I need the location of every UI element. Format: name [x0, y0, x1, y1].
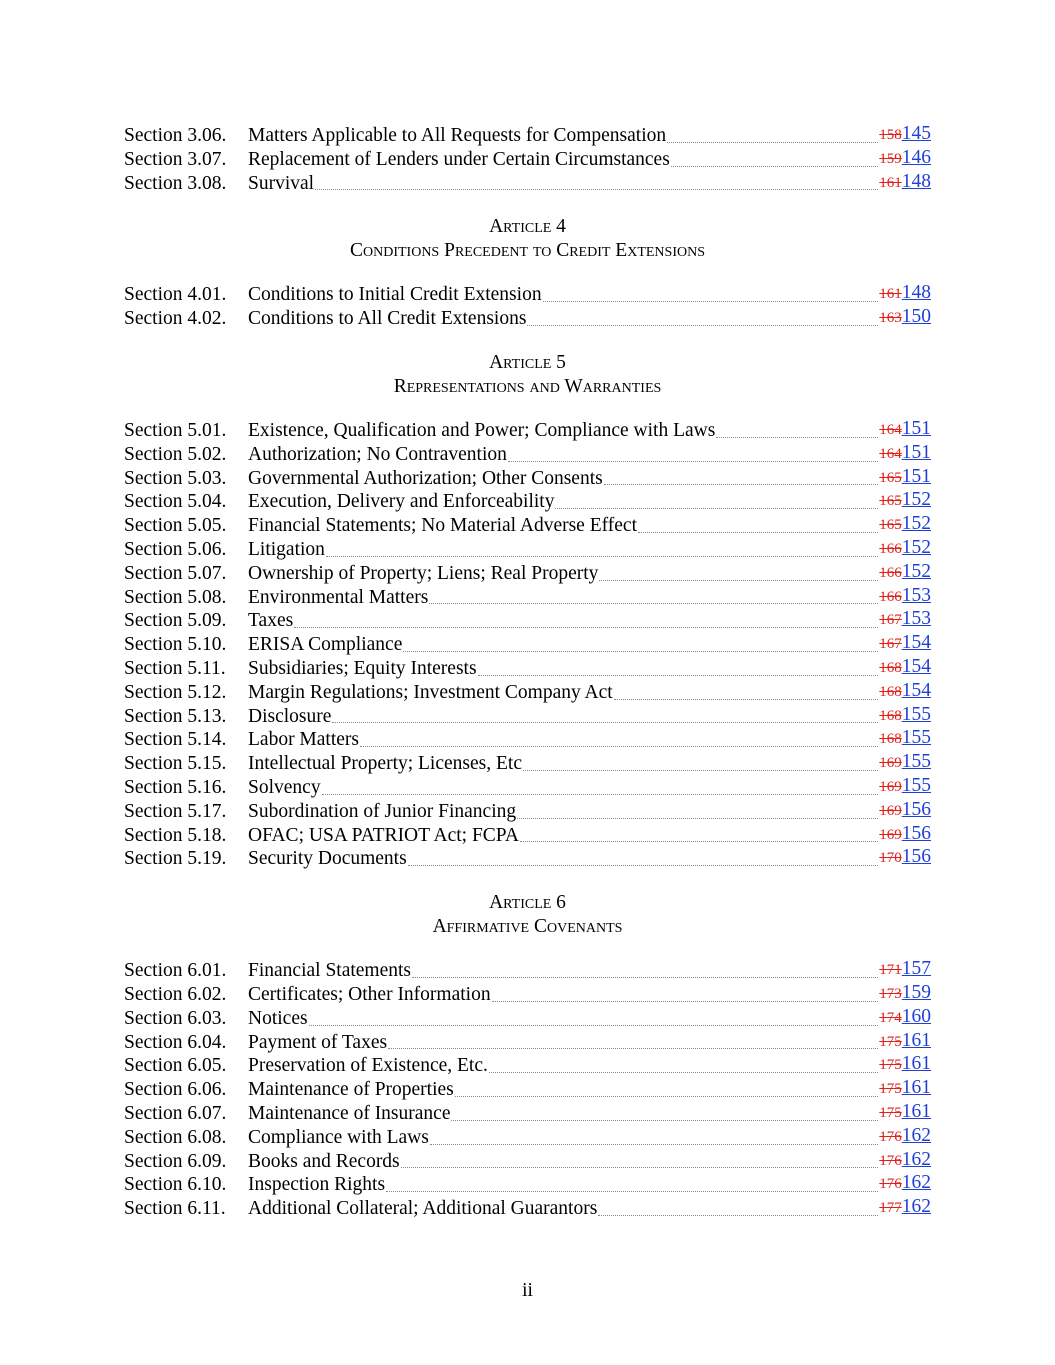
- toc-row[interactable]: [124, 562, 931, 586]
- section-number: Section 5.02.: [124, 443, 227, 465]
- dot-leader: [508, 460, 878, 462]
- section-title: Inspection Rights: [248, 1174, 386, 1196]
- page-number: ii: [522, 1280, 533, 1301]
- page-link[interactable]: 148: [901, 282, 931, 304]
- section-number: Section 5.09.: [124, 610, 227, 632]
- section-number: Section 4.01.: [124, 284, 227, 306]
- toc-row[interactable]: [124, 824, 931, 848]
- page-link[interactable]: 151: [901, 465, 931, 487]
- toc-row[interactable]: [124, 1007, 931, 1031]
- toc-row[interactable]: [124, 419, 931, 443]
- article-heading: [124, 891, 931, 939]
- dot-leader: [326, 555, 878, 557]
- toc-row[interactable]: [124, 983, 931, 1007]
- section-title: Replacement of Lenders under Certain Circumstances: [248, 148, 670, 170]
- deleted-page-number: 177: [879, 1200, 902, 1217]
- section-number: Section 3.06.: [124, 125, 227, 146]
- section-title: Execution, Delivery and Enforceability: [248, 491, 555, 513]
- section-number: Section 5.12.: [124, 681, 227, 703]
- section-number: Section 5.01.: [124, 419, 227, 441]
- dot-leader: [555, 507, 878, 509]
- deleted-page-number: 175: [879, 1104, 902, 1121]
- page-link[interactable]: 155: [901, 727, 931, 749]
- section-title: Survival: [248, 172, 315, 194]
- page-link[interactable]: 156: [901, 822, 931, 844]
- section-title: Maintenance of Insurance: [248, 1102, 451, 1124]
- section-title: Certificates; Other Information: [248, 983, 491, 1005]
- deleted-page-number: 169: [879, 802, 902, 819]
- dot-leader: [451, 1119, 878, 1121]
- toc-block-article-4: [124, 215, 931, 331]
- deleted-page-number: 168: [879, 707, 902, 724]
- article-title: Conditions Precedent to Credit Extensions: [350, 240, 705, 262]
- toc-row[interactable]: [124, 1054, 931, 1078]
- toc-row[interactable]: [124, 752, 931, 776]
- section-title: Books and Records: [248, 1150, 400, 1172]
- section-title: Margin Regulations; Investment Company Act: [248, 681, 613, 703]
- section-number: Section 4.02.: [124, 308, 227, 330]
- page-link[interactable]: 155: [901, 774, 931, 796]
- section-title: Matters Applicable to All Requests for Compensation: [248, 125, 667, 146]
- deleted-page-number: 174: [879, 1009, 902, 1026]
- page-link[interactable]: 162: [901, 1196, 931, 1218]
- dot-leader: [315, 188, 878, 190]
- deleted-page-number: 165: [879, 493, 902, 510]
- section-number: Section 6.01.: [124, 960, 227, 982]
- section-title: Preservation of Existence, Etc.: [248, 1055, 488, 1077]
- toc-row[interactable]: [124, 148, 931, 172]
- deleted-page-number: 175: [879, 1033, 902, 1050]
- page-link[interactable]: 154: [901, 655, 931, 677]
- dot-leader: [604, 483, 879, 485]
- deleted-page-number: 169: [879, 755, 902, 772]
- section-number: Section 6.08.: [124, 1126, 227, 1148]
- section-title: Solvency: [248, 776, 321, 798]
- section-title: Financial Statements; No Material Adverse Effect: [248, 515, 637, 537]
- article-title: Affirmative Covenants: [432, 916, 623, 938]
- toc-row[interactable]: [124, 1031, 931, 1055]
- toc-row[interactable]: [124, 1150, 931, 1174]
- deleted-page-number: 166: [879, 540, 902, 557]
- page-link[interactable]: 153: [901, 584, 931, 606]
- dot-leader: [599, 579, 878, 581]
- deleted-page-number: 176: [879, 1152, 902, 1169]
- deleted-page-number: 169: [879, 826, 902, 843]
- dot-leader: [455, 1095, 878, 1097]
- section-title: Subordination of Junior Financing: [248, 800, 517, 822]
- section-number: Section 5.05.: [124, 515, 227, 537]
- section-number: Section 5.08.: [124, 586, 227, 608]
- page-link[interactable]: 161: [901, 1077, 931, 1099]
- toc-row[interactable]: [124, 776, 931, 800]
- section-number: Section 6.11.: [124, 1198, 226, 1220]
- page-link[interactable]: 162: [901, 1148, 931, 1170]
- dot-leader: [614, 698, 879, 700]
- dot-leader: [716, 436, 878, 438]
- page-link[interactable]: 160: [901, 1005, 931, 1027]
- deleted-page-number: 161: [879, 286, 902, 303]
- toc-row[interactable]: [124, 847, 931, 871]
- deleted-page-number: 158: [879, 127, 902, 143]
- section-number: Section 5.03.: [124, 467, 227, 489]
- section-number: Section 6.07.: [124, 1102, 227, 1124]
- section-title: Labor Matters: [248, 729, 360, 751]
- toc-row[interactable]: [124, 467, 931, 491]
- toc-row[interactable]: [124, 443, 931, 467]
- section-number: Section 3.07.: [124, 148, 227, 170]
- page-link[interactable]: 152: [901, 560, 931, 582]
- dot-leader: [360, 745, 878, 747]
- toc-row[interactable]: [124, 800, 931, 824]
- deleted-page-number: 168: [879, 659, 902, 676]
- deleted-page-number: 175: [879, 1081, 902, 1098]
- article-number: Article 6: [489, 892, 566, 914]
- page-link[interactable]: 151: [901, 441, 931, 463]
- deleted-page-number: 169: [879, 778, 902, 795]
- toc-row[interactable]: [124, 705, 931, 729]
- section-title: Authorization; No Contravention: [248, 443, 507, 465]
- toc-row[interactable]: [124, 586, 931, 610]
- section-number: Section 5.07.: [124, 562, 227, 584]
- dot-leader: [667, 141, 878, 143]
- toc-row[interactable]: [124, 283, 931, 307]
- article-heading: [124, 215, 931, 263]
- dot-leader: [527, 324, 878, 326]
- section-title: Conditions to All Credit Extensions: [248, 308, 527, 330]
- deleted-page-number: 164: [879, 445, 902, 462]
- toc-row[interactable]: [124, 959, 931, 983]
- page-link[interactable]: 151: [901, 417, 931, 439]
- page-link[interactable]: 155: [901, 751, 931, 773]
- section-number: Section 5.13.: [124, 705, 227, 727]
- page-link[interactable]: 161: [901, 1053, 931, 1075]
- page-link[interactable]: 145: [901, 123, 931, 144]
- deleted-page-number: 170: [879, 850, 902, 867]
- toc-row[interactable]: [124, 681, 931, 705]
- section-title: OFAC; USA PATRIOT Act; FCPA: [248, 824, 519, 846]
- deleted-page-number: 165: [879, 469, 902, 486]
- section-number: Section 5.11.: [124, 657, 226, 679]
- page-link[interactable]: 161: [901, 1029, 931, 1051]
- section-number: Section 6.04.: [124, 1031, 227, 1053]
- toc-row[interactable]: [124, 609, 931, 633]
- page-link[interactable]: 154: [901, 632, 931, 654]
- dot-leader: [401, 1166, 879, 1168]
- page-link[interactable]: 148: [901, 170, 931, 192]
- deleted-page-number: 175: [879, 1057, 902, 1074]
- page-link[interactable]: 162: [901, 1172, 931, 1194]
- toc-row[interactable]: [124, 1078, 931, 1102]
- section-number: Section 5.10.: [124, 634, 227, 656]
- deleted-page-number: 165: [879, 517, 902, 534]
- section-number: Section 5.17.: [124, 800, 227, 822]
- section-title: Litigation: [248, 538, 325, 560]
- toc-row[interactable]: [124, 633, 931, 657]
- dot-leader: [386, 1190, 878, 1192]
- page-link[interactable]: 154: [901, 679, 931, 701]
- section-title: Additional Collateral; Additional Guarantors: [248, 1198, 598, 1220]
- section-number: Section 6.02.: [124, 983, 227, 1005]
- page-link[interactable]: 153: [901, 608, 931, 630]
- section-title: Ownership of Property; Liens; Real Property: [248, 562, 599, 584]
- section-title: Maintenance of Properties: [248, 1079, 454, 1101]
- dot-leader: [478, 674, 879, 676]
- dot-leader: [543, 300, 879, 302]
- section-title: Governmental Authorization; Other Consents: [248, 467, 603, 489]
- toc-row[interactable]: [124, 1126, 931, 1150]
- section-title: Conditions to Initial Credit Extension: [248, 284, 542, 306]
- toc-row[interactable]: [124, 728, 931, 752]
- deleted-page-number: 168: [879, 683, 902, 700]
- section-number: Section 5.16.: [124, 776, 227, 798]
- section-number: Section 6.05.: [124, 1055, 227, 1077]
- page-link[interactable]: 156: [901, 798, 931, 820]
- section-number: Section 6.06.: [124, 1079, 227, 1101]
- page-link[interactable]: 162: [901, 1124, 931, 1146]
- deleted-page-number: 171: [879, 962, 902, 979]
- toc-row[interactable]: [124, 172, 931, 196]
- toc-row[interactable]: [124, 538, 931, 562]
- deleted-page-number: 163: [879, 310, 902, 327]
- deleted-page-number: 167: [879, 612, 902, 629]
- dot-leader: [294, 626, 878, 628]
- dot-leader: [412, 976, 878, 978]
- dot-leader: [523, 769, 878, 771]
- section-title: Environmental Matters: [248, 586, 429, 608]
- deleted-page-number: 164: [879, 421, 902, 438]
- section-title: Notices: [248, 1007, 308, 1029]
- dot-leader: [671, 165, 878, 167]
- deleted-page-number: 176: [879, 1176, 902, 1193]
- dot-leader: [388, 1047, 878, 1049]
- deleted-page-number: 166: [879, 588, 902, 605]
- deleted-page-number: 166: [879, 564, 902, 581]
- dot-leader: [430, 1143, 878, 1145]
- deleted-page-number: 159: [879, 150, 902, 167]
- page-link[interactable]: 152: [901, 489, 931, 511]
- deleted-page-number: 167: [879, 636, 902, 653]
- deleted-page-number: 168: [879, 731, 902, 748]
- section-title: Payment of Taxes: [248, 1031, 388, 1053]
- page-link[interactable]: 157: [901, 958, 931, 980]
- section-number: Section 5.14.: [124, 729, 227, 751]
- page-link[interactable]: 159: [901, 981, 931, 1003]
- page-link[interactable]: 146: [901, 146, 931, 168]
- section-number: Section 6.09.: [124, 1150, 227, 1172]
- toc-row[interactable]: [124, 490, 931, 514]
- deleted-page-number: 161: [879, 174, 902, 191]
- toc-block-article-6: [124, 891, 931, 1221]
- section-number: Section 5.15.: [124, 753, 227, 775]
- section-title: Existence, Qualification and Power; Compliance with Laws: [248, 419, 716, 441]
- section-title: Subsidiaries; Equity Interests: [248, 657, 477, 679]
- toc-row[interactable]: [124, 1173, 931, 1197]
- section-number: Section 3.08.: [124, 172, 227, 194]
- toc-row[interactable]: [124, 1197, 931, 1221]
- toc-block-article-3: [124, 124, 931, 195]
- toc-row[interactable]: [124, 514, 931, 538]
- toc-page: [124, 124, 931, 1221]
- page-link[interactable]: 161: [901, 1100, 931, 1122]
- toc-row[interactable]: [124, 124, 931, 148]
- toc-block-article-5: [124, 351, 931, 871]
- dot-leader: [492, 1000, 879, 1002]
- section-title: Taxes: [248, 610, 294, 632]
- section-title: Financial Statements: [248, 960, 412, 982]
- section-number: Section 5.06.: [124, 538, 227, 560]
- section-number: Section 5.19.: [124, 848, 227, 870]
- dot-leader: [638, 531, 878, 533]
- page-link[interactable]: 152: [901, 513, 931, 535]
- dot-leader: [332, 721, 878, 723]
- section-number: Section 5.04.: [124, 491, 227, 513]
- page-link[interactable]: 156: [901, 846, 931, 868]
- article-heading: [124, 351, 931, 399]
- dot-leader: [309, 1024, 879, 1026]
- section-number: Section 5.18.: [124, 824, 227, 846]
- section-title: Intellectual Property; Licenses, Etc: [248, 753, 522, 775]
- deleted-page-number: 173: [879, 985, 902, 1002]
- article-number: Article 4: [489, 216, 566, 238]
- dot-leader: [489, 1071, 878, 1073]
- dot-leader: [520, 840, 878, 842]
- toc-row[interactable]: [124, 1102, 931, 1126]
- dot-leader: [517, 817, 878, 819]
- page-link[interactable]: 150: [901, 306, 931, 328]
- section-number: Section 6.03.: [124, 1007, 227, 1029]
- dot-leader: [408, 864, 879, 866]
- section-title: Security Documents: [248, 848, 407, 870]
- section-title: Compliance with Laws: [248, 1126, 429, 1148]
- section-number: Section 6.10.: [124, 1174, 227, 1196]
- section-title: Disclosure: [248, 705, 332, 727]
- article-title: Representations and Warranties: [393, 375, 662, 397]
- dot-leader: [429, 602, 878, 604]
- section-title: ERISA Compliance: [248, 634, 403, 656]
- article-number: Article 5: [489, 351, 566, 373]
- dot-leader: [598, 1214, 878, 1216]
- toc-row[interactable]: [124, 307, 931, 331]
- deleted-page-number: 176: [879, 1128, 902, 1145]
- dot-leader: [403, 650, 878, 652]
- page-link[interactable]: 155: [901, 703, 931, 725]
- toc-row[interactable]: [124, 657, 931, 681]
- dot-leader: [322, 793, 879, 795]
- page-link[interactable]: 152: [901, 536, 931, 558]
